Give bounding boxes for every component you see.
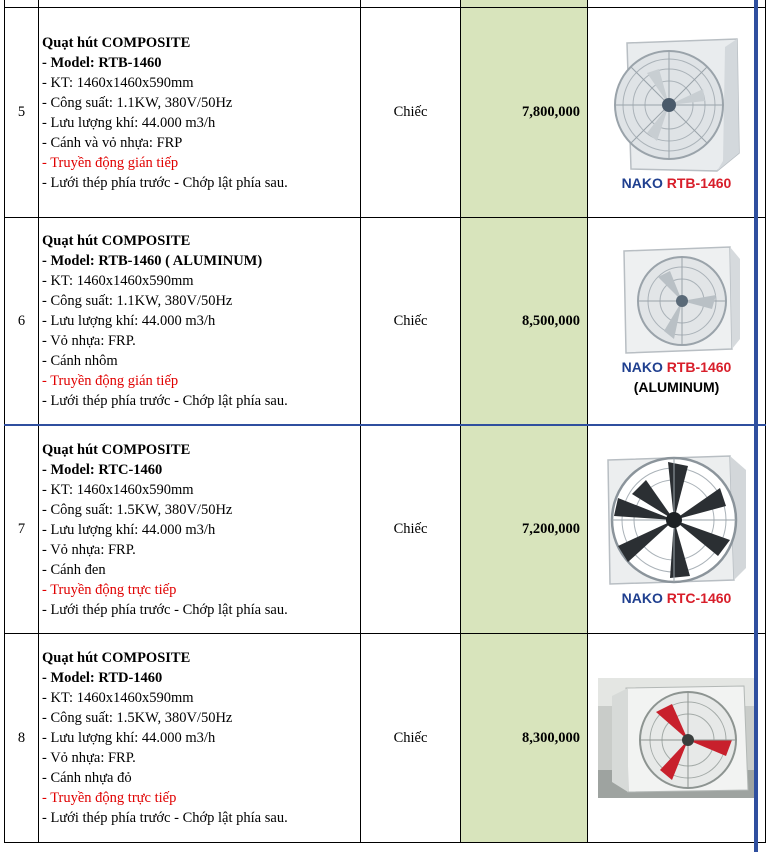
price-cell: 8,300,000 (461, 634, 588, 843)
caption-brand: NAKO (621, 589, 663, 606)
price-cell: 8,500,000 (461, 218, 588, 426)
fan-image (607, 33, 747, 173)
spec-line: - Vỏ nhựa: FRP. (42, 333, 136, 349)
product-image-cell (588, 634, 766, 843)
spec-line: - Cánh nhôm (42, 353, 118, 369)
table-row (5, 634, 766, 843)
header-cell (361, 0, 461, 8)
spec-line: - Lưới thép phía trước - Chớp lật phía sau. (42, 393, 288, 409)
caption-model: RTC-1460 (666, 589, 732, 606)
table-row (5, 425, 766, 634)
spec-line: - Lưới thép phía trước - Chớp lật phía sau. (42, 601, 288, 618)
row-number: 6 (5, 218, 39, 426)
table-row (5, 218, 766, 426)
product-model: - Model: RTB-1460 ( ALUMINUM) (42, 253, 263, 269)
spec-line: - Cánh và vỏ nhựa: FRP (42, 134, 183, 151)
spec-line: - Công suất: 1.1KW, 380V/50Hz (42, 94, 233, 111)
caption-brand: NAKO (621, 359, 663, 375)
unit-cell: Chiếc (361, 8, 461, 218)
product-image-cell (588, 8, 766, 218)
product-caption (588, 173, 765, 193)
unit-cell: Chiếc (361, 218, 461, 426)
spec-line-drive: - Truyền động trực tiếp (42, 581, 177, 598)
spec-line: - Vỏ nhựa: FRP. (42, 750, 136, 766)
product-model: - Model: RTB-1460 (42, 54, 162, 71)
product-title: Quạt hút COMPOSITE (42, 441, 191, 458)
header-cell (5, 0, 39, 8)
row-number: 8 (5, 634, 39, 843)
spec-line: - Lưu lượng khí: 44.000 m3/h (42, 114, 216, 131)
right-edge-border (754, 0, 758, 852)
table-header-row (5, 0, 766, 8)
spec-line: - KT: 1460x1460x590mm (42, 690, 194, 706)
spec-line: - Công suất: 1.1KW, 380V/50Hz (42, 293, 233, 309)
spec-line: - Lưới thép phía trước - Chớp lật phía sau. (42, 174, 288, 191)
caption-model: RTB-1460 (666, 359, 732, 375)
spec-line-drive: - Truyền động trực tiếp (42, 790, 177, 806)
product-title: Quạt hút COMPOSITE (42, 233, 191, 249)
product-image-cell (588, 218, 766, 426)
price-table (4, 0, 766, 843)
product-caption (588, 357, 765, 377)
product-caption (588, 588, 765, 608)
product-model: - Model: RTC-1460 (42, 461, 163, 478)
row-number: 7 (5, 425, 39, 634)
spec-line: - Lưới thép phía trước - Chớp lật phía sau. (42, 810, 288, 826)
header-cell (39, 0, 361, 8)
spec-line: - KT: 1460x1460x590mm (42, 74, 194, 91)
row-number: 5 (5, 8, 39, 218)
caption-brand: NAKO (621, 174, 663, 191)
spec-line: - Lưu lượng khí: 44.000 m3/h (42, 313, 216, 329)
caption-extra: (ALUMINUM) (633, 379, 720, 395)
spec-line-drive: - Truyền động gián tiếp (42, 154, 179, 171)
spec-line: - KT: 1460x1460x590mm (42, 481, 194, 498)
product-description (39, 634, 361, 843)
spec-line: - Cánh nhựa đỏ (42, 770, 132, 786)
product-title: Quạt hút COMPOSITE (42, 34, 191, 51)
product-title: Quạt hút COMPOSITE (42, 650, 191, 666)
unit-cell: Chiếc (361, 425, 461, 634)
header-cell (461, 0, 588, 8)
price-cell: 7,200,000 (461, 425, 588, 634)
table-row (5, 8, 766, 218)
unit-cell: Chiếc (361, 634, 461, 843)
caption-model: RTB-1460 (666, 174, 732, 191)
product-model: - Model: RTD-1460 (42, 670, 163, 686)
fan-image (612, 245, 742, 357)
fan-image (602, 452, 752, 588)
spec-line: - Cánh đen (42, 561, 106, 578)
price-cell: 7,800,000 (461, 8, 588, 218)
product-description (39, 218, 361, 426)
product-description (39, 8, 361, 218)
product-description (39, 425, 361, 634)
product-image-cell (588, 425, 766, 634)
spec-line: - Công suất: 1.5KW, 380V/50Hz (42, 710, 233, 726)
header-cell (588, 0, 766, 8)
spec-line: - Lưu lượng khí: 44.000 m3/h (42, 521, 216, 538)
fan-photo (598, 678, 756, 798)
spec-line-drive: - Truyền động gián tiếp (42, 373, 179, 389)
spec-line: - Vỏ nhựa: FRP. (42, 541, 136, 558)
spec-line: - Lưu lượng khí: 44.000 m3/h (42, 730, 216, 746)
spec-line: - Công suất: 1.5KW, 380V/50Hz (42, 501, 233, 518)
spec-line: - KT: 1460x1460x590mm (42, 273, 194, 289)
